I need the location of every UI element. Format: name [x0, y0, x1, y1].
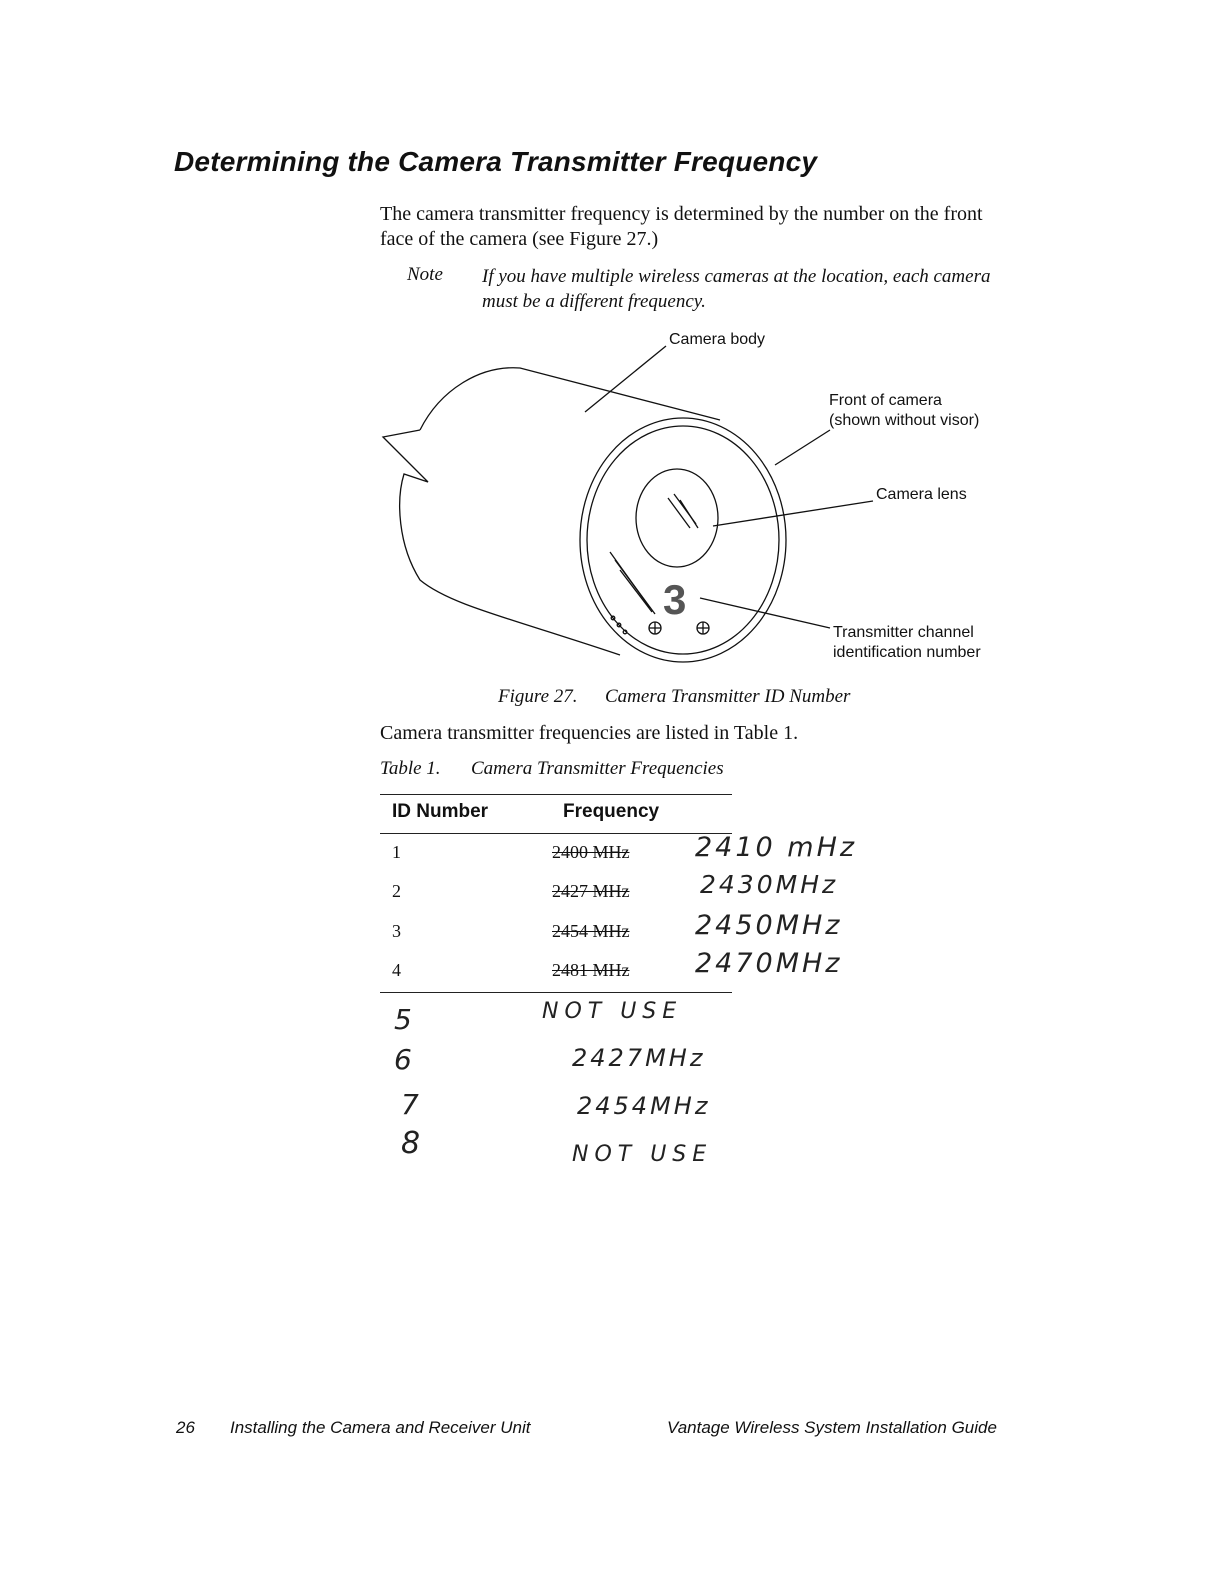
label-transmitter-line2: identification number	[833, 644, 981, 661]
table-intro: Camera transmitter frequencies are listed in Table 1.	[380, 722, 799, 744]
label-front-line1: Front of camera	[829, 392, 942, 409]
table-top-rule	[380, 794, 732, 795]
table-cell-id: 1	[392, 842, 401, 862]
table-caption-number: Table 1.	[380, 758, 441, 779]
handwritten-frequency: 2430MHz	[700, 870, 839, 899]
leader-front	[775, 430, 830, 465]
footer-book-title: Vantage Wireless System Installation Guide	[667, 1418, 997, 1437]
camera-diagram	[370, 325, 1010, 670]
table-cell-id: 2	[392, 881, 401, 901]
table-bottom-rule	[380, 992, 732, 993]
leader-transmitter	[700, 598, 830, 628]
figure-caption-number: Figure 27.	[498, 686, 578, 707]
footer-page-number: 26	[176, 1418, 195, 1437]
page-heading: Determining the Camera Transmitter Frequency	[174, 146, 818, 177]
note-text: If you have multiple wireless cameras at the location, each camera must be a different frequency.	[482, 266, 991, 312]
handwritten-id: 7	[401, 1088, 422, 1121]
intro-paragraph: The camera transmitter frequency is determined by the number on the front face of the camera (see Figure 27.)	[380, 203, 983, 250]
table-header-rule	[380, 833, 732, 834]
camera-body-outline	[420, 368, 720, 430]
table-cell-frequency-struck: 2400 MHz	[552, 842, 630, 862]
leader-lens	[713, 501, 873, 526]
table-cell-id: 3	[392, 921, 401, 941]
column-header-id: ID Number	[392, 801, 489, 822]
front-face-outer	[580, 418, 786, 662]
leader-camera-body	[585, 346, 666, 412]
handwritten-frequency: 2450MHz	[695, 910, 843, 941]
handwritten-frequency: NOT USE	[572, 1142, 713, 1167]
label-front-line2: (shown without visor)	[829, 412, 980, 429]
footer-chapter: Installing the Camera and Receiver Unit	[230, 1418, 531, 1437]
note-label: Note	[407, 264, 443, 285]
table-cell-frequency-struck: 2454 MHz	[552, 921, 630, 941]
label-camera-lens: Camera lens	[876, 486, 967, 503]
table-cell-id: 4	[392, 960, 401, 980]
label-transmitter-line1: Transmitter channel	[833, 624, 974, 641]
handwritten-id: 5	[394, 1003, 415, 1036]
handwritten-frequency: 2427MHz	[572, 1044, 706, 1072]
figure-caption-title: Camera Transmitter ID Number	[605, 686, 851, 707]
handwritten-frequency: NOT USE	[542, 999, 683, 1024]
handwritten-frequency: 2470MHz	[695, 948, 843, 979]
table-cell-frequency-struck: 2427 MHz	[552, 881, 630, 901]
label-camera-body: Camera body	[669, 331, 766, 348]
visor-notch	[383, 430, 620, 655]
channel-number: 3	[663, 576, 687, 623]
camera-lens-shape	[636, 469, 718, 567]
column-header-frequency: Frequency	[563, 801, 660, 822]
handwritten-frequency: 2454MHz	[577, 1092, 711, 1120]
handwritten-id: 8	[401, 1126, 424, 1161]
handwritten-frequency: 2410 mHz	[695, 832, 858, 863]
table-cell-frequency-struck: 2481 MHz	[552, 960, 630, 980]
table-caption-title: Camera Transmitter Frequencies	[471, 758, 724, 779]
handwritten-id: 6	[394, 1043, 415, 1076]
